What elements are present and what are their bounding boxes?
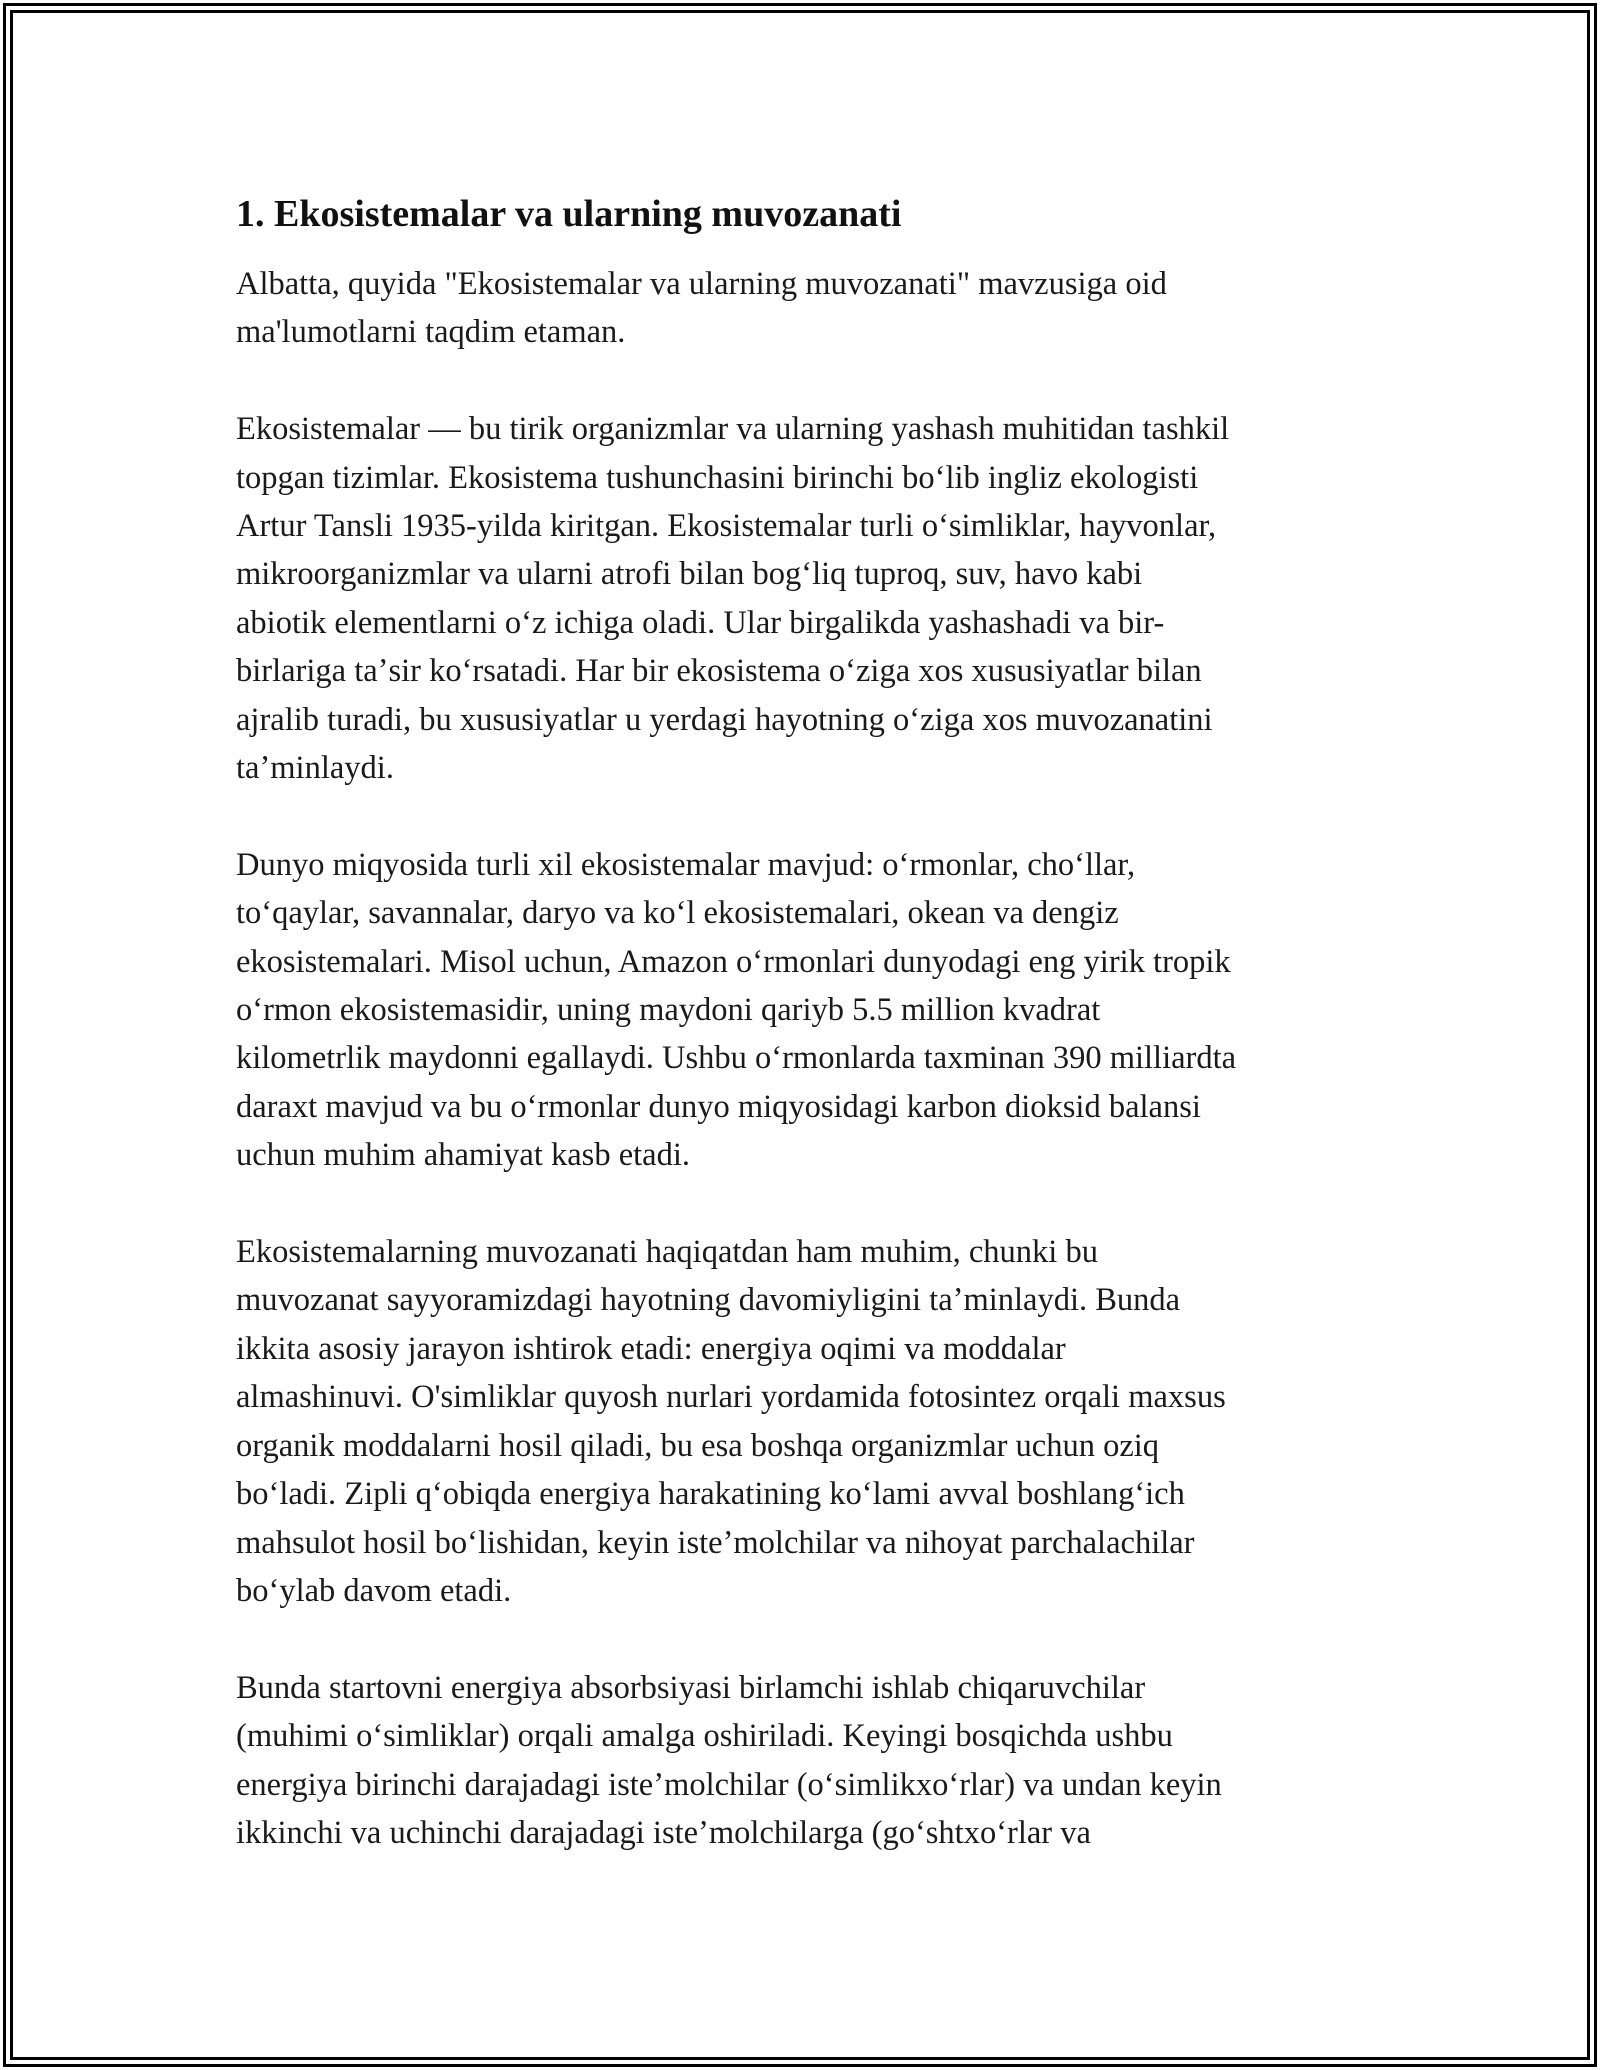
- world-ecosystems-paragraph: Dunyo miqyosida turli xil ekosistemalar mavjud: oʻrmonlar, choʻllar, toʻqaylar, savannalar, daryo va koʻl ekosistemalari, okean va dengiz ekosistemalari. Misol uchun, Amazon oʻrmonlari dunyodagi eng yirik tropik oʻrmon ekosistemasidir, uning maydoni qariyb 5.5 million kvadrat kilometrlik maydonni egallaydi. Ushbu oʻrmonlarda taxminan 390 milliardta daraxt mavjud va bu oʻrmonlar dunyo miqyosidagi karbon dioksid balansi uchun muhim ahamiyat kasb etadi.: [236, 846, 1237, 1174]
- document-body: [236, 186, 1376, 1857]
- energy-flow-paragraph: Bunda startovni energiya absorbsiyasi birlamchi ishlab chiqaruvchilar (muhimi oʻsimliklar) orqali amalga oshiriladi. Keyingi bosqichda ushbu energiya birinchi darajadagi isteʼmolchilar (oʻsimlikxoʻrlar) va undan keyin ikkinchi va uchinchi darajadagi isteʼmolchilarga (goʻshtxoʻrlar va: [236, 1669, 1222, 1851]
- page-title: 1. Ekosistemalar va ularning muvozanati: [236, 193, 902, 235]
- ecosystem-definition-paragraph: Ekosistemalar — bu tirik organizmlar va ularning yashash muhitidan tashkil topgan tizimlar. Ekosistema tushunchasini birinchi boʻlib ingliz ekologisti Artur Tansli 1935-yilda kiritgan. Ekosistemalar turli oʻsimliklar, hayvonlar, mikroorganizmlar va ularni atrofi bilan bogʻliq tuproq, suv, havo kabi abiotik elementlarni oʻz ichiga oladi. Ular birgalikda yashashadi va bir- birlariga taʼsir koʻrsatadi. Har bir ekosistema oʻziga xos xususiyatlar bilan ajralib turadi, bu xususiyatlar u yerdagi hayotning oʻziga xos muvozanatini taʼminlaydi.: [236, 411, 1230, 787]
- intro-paragraph: Albatta, quyida "Ekosistemalar va ularning muvozanati" mavzusiga oid ma'lumotlarni taqdim etaman.: [236, 266, 1167, 351]
- ecosystem-balance-paragraph: Ekosistemalarning muvozanati haqiqatdan ham muhim, chunki bu muvozanat sayyoramizdagi hayotning davomiyligini taʼminlaydi. Bunda ikkita asosiy jarayon ishtirok etadi: energiya oqimi va moddalar almashinuvi. O'simliklar quyosh nurlari yordamida fotosintez orqali maxsus organik moddalarni hosil qiladi, bu esa boshqa organizmlar uchun oziq boʻladi. Zipli qʻobiqda energiya harakatining koʻlami avval boshlangʻich mahsulot hosil boʻlishidan, keyin isteʼmolchilar va nihoyat parchalachilar boʻylab davom etadi.: [236, 1234, 1226, 1609]
